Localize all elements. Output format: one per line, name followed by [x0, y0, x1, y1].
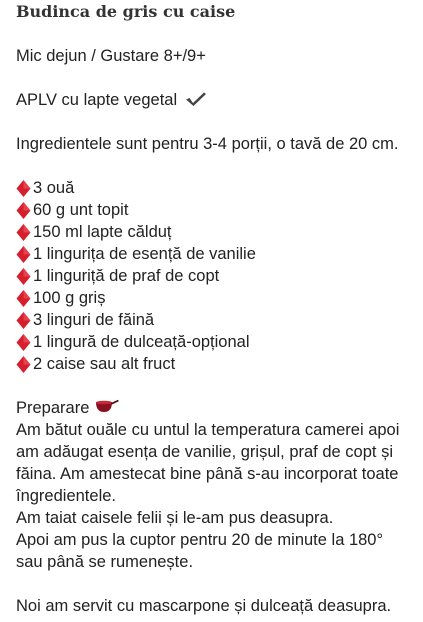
- red-diamond-icon: [16, 265, 32, 287]
- ingredient-text: 150 ml lapte călduț: [33, 223, 172, 241]
- spacer: [16, 23, 420, 45]
- prep-heading: Preparare: [16, 399, 90, 417]
- serving-note: Noi am servit cu mascarpone și dulceață deasupra.: [16, 597, 392, 615]
- step-line: îngredientele.: [16, 487, 116, 505]
- red-diamond-icon: [16, 243, 32, 265]
- step-line: făina. Am amestecat bine până s-au incorporat toate: [16, 465, 399, 483]
- preparation-steps: [16, 419, 420, 573]
- recipe-post: [16, 0, 420, 617]
- check-mark-icon: [185, 91, 207, 107]
- ingredient-text: 1 lingurița de esență de vanilie: [33, 245, 256, 263]
- ingredient-text: 2 caise sau alt fruct: [33, 355, 176, 373]
- ingredient-text: 1 lingură de dulceață-opțional: [33, 333, 250, 351]
- ingredient-item: [16, 309, 420, 331]
- red-diamond-icon: [16, 199, 32, 221]
- ingredient-text: 3 ouă: [33, 179, 75, 197]
- servings-note: Ingredientele sunt pentru 3-4 porții, o tavă de 20 cm.: [16, 135, 399, 153]
- step-line: am adăugat esența de vanilie, grișul, praf de copt și: [16, 443, 393, 461]
- ingredient-item: [16, 243, 420, 265]
- ingredient-item: [16, 353, 420, 375]
- ingredient-text: 100 g griș: [33, 289, 106, 307]
- red-diamond-icon: [16, 353, 32, 375]
- step-line: Am bătut ouăle cu untul la temperatura camerei apoi: [16, 421, 400, 439]
- red-diamond-icon: [16, 221, 32, 243]
- cooking-pan-icon: [95, 399, 119, 415]
- step-line: Am taiat caisele felii și le-am pus deasupra.: [16, 509, 334, 527]
- allergy-line: [16, 89, 420, 111]
- red-diamond-icon: [16, 331, 32, 353]
- ingredient-item: [16, 199, 420, 221]
- spacer: [16, 375, 420, 397]
- ingredient-text: 1 linguriță de praf de copt: [33, 267, 220, 285]
- red-diamond-icon: [16, 177, 32, 199]
- step-line: sau până se rumenește.: [16, 553, 194, 571]
- red-diamond-icon: [16, 309, 32, 331]
- ingredient-item: [16, 265, 420, 287]
- prep-heading-line: [16, 397, 420, 419]
- allergy-text: APLV cu lapte vegetal: [16, 91, 178, 109]
- spacer: [16, 111, 420, 133]
- step-line: Apoi am pus la cuptor pentru 20 de minute la 180°: [16, 531, 384, 549]
- ingredient-item: [16, 177, 420, 199]
- ingredient-item: [16, 221, 420, 243]
- ingredient-item: [16, 331, 420, 353]
- ingredient-text: 60 g unt topit: [33, 201, 129, 219]
- recipe-title: Budinca de gris cu caise: [16, 2, 236, 21]
- red-diamond-icon: [16, 287, 32, 309]
- ingredient-text: 3 linguri de făină: [33, 311, 155, 329]
- spacer: [16, 573, 420, 595]
- ingredient-item: [16, 287, 420, 309]
- spacer: [16, 67, 420, 89]
- spacer: [16, 155, 420, 177]
- ingredient-list: [16, 177, 420, 375]
- meal-type: Mic dejun / Gustare 8+/9+: [16, 47, 206, 65]
